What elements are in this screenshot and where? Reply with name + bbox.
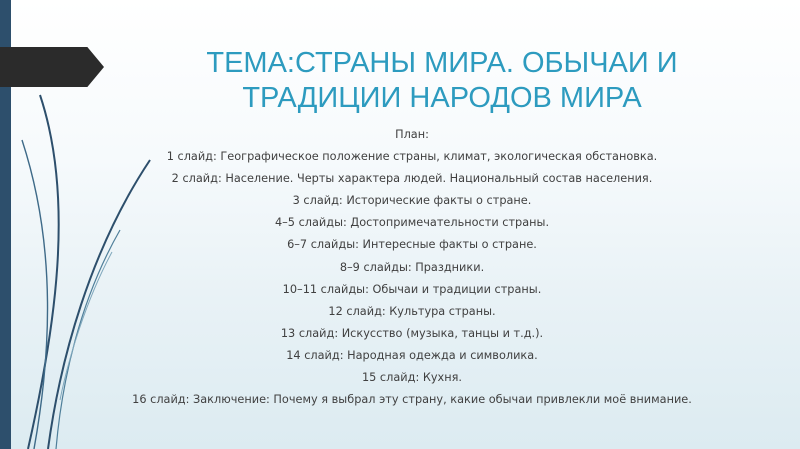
plan-item-5: 6–7 слайды: Интересные факты о стране. xyxy=(287,238,537,252)
decorative-curve-1 xyxy=(28,95,59,449)
plan-item-8: 12 слайд: Культура страны. xyxy=(328,304,496,318)
arrow-banner xyxy=(0,47,104,87)
plan-item-4: 4–5 слайды: Достопримечательности страны. xyxy=(274,216,550,230)
plan-item-12: 16 слайд: Заключение: Почему я выбрал эту страну, какие обычаи привлекли моё внимание. xyxy=(132,393,692,407)
plan-list xyxy=(110,124,714,411)
decorative-curve-2 xyxy=(22,140,48,449)
slide-title-line-2: ТРАДИЦИИ НАРОДОВ МИРА xyxy=(242,82,642,114)
plan-item-6: 8–9 слайды: Праздники. xyxy=(339,260,485,274)
plan-item-3: 3 слайд: Исторические факты о стране. xyxy=(292,194,532,208)
slide-title xyxy=(180,46,704,116)
plan-item-1: 1 слайд: Географическое положение страны, климат, экологическая обстановка. xyxy=(166,150,658,164)
decorative-curve-5 xyxy=(60,252,112,400)
plan-heading: План: xyxy=(395,128,429,141)
plan-item-2: 2 слайд: Население. Черты характера людей. Национальный состав населения. xyxy=(171,172,653,186)
plan-item-9: 13 слайд: Искусство (музыка, танцы и т.д.). xyxy=(280,326,544,340)
plan-item-10: 14 слайд: Народная одежда и символика. xyxy=(286,348,538,362)
plan-item-11: 15 слайд: Кухня. xyxy=(361,371,463,385)
slide-title-line-1: ТЕМА:СТРАНЫ МИРА. ОБЫЧАИ И xyxy=(206,47,678,79)
plan-item-7: 10–11 слайды: Обычаи и традиции страны. xyxy=(282,282,542,296)
